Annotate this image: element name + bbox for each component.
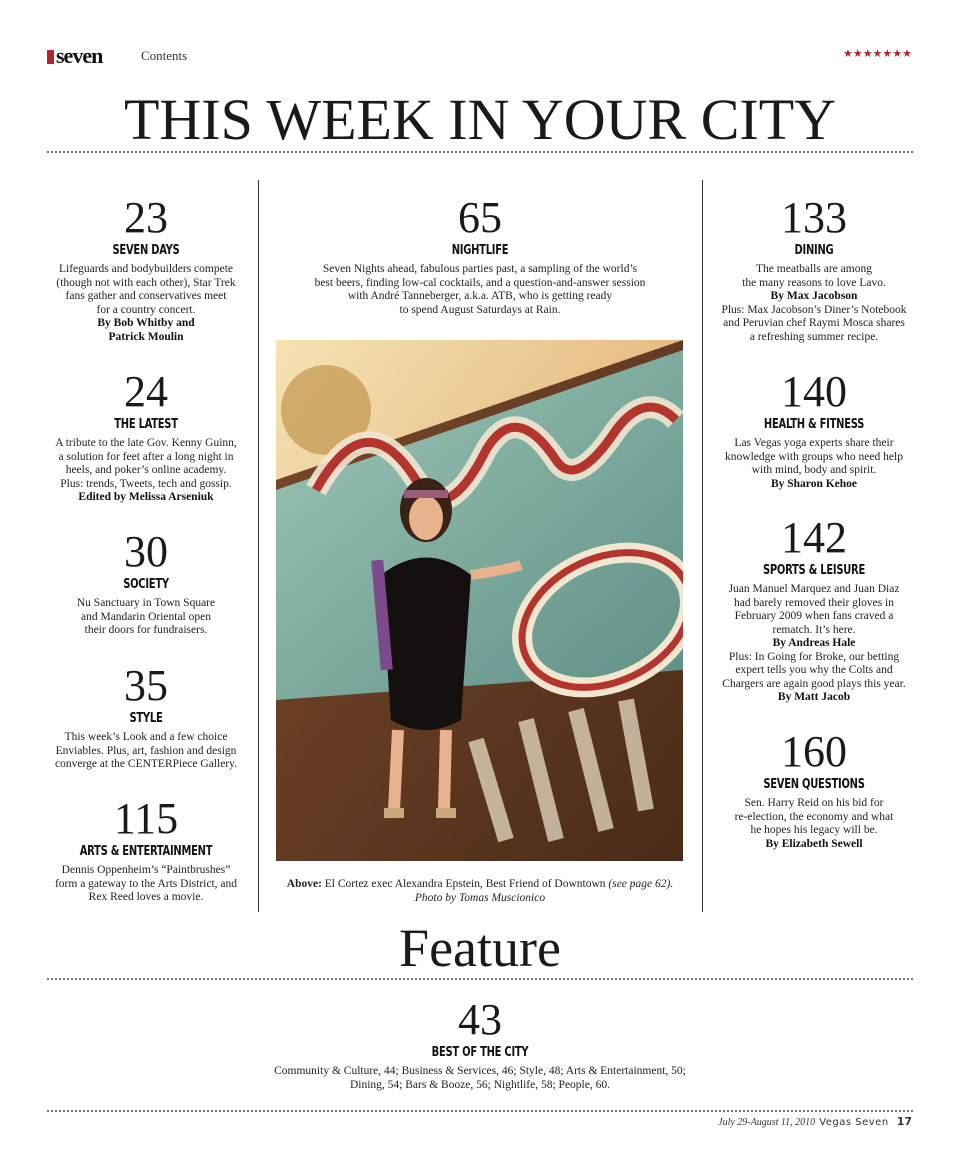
entry-extra: Plus: Max Jacobson’s Diner’s Notebook and Peruvian chef Raymi Mosca shares a refreshing summer recipe.: [721, 303, 907, 343]
page-number: 43: [458, 995, 502, 1044]
entry-heading: STYLE: [129, 711, 163, 726]
page-number: 142: [781, 513, 847, 562]
toc-entry-nightlife[interactable]: [264, 193, 696, 317]
toc-entry-health-fitness[interactable]: [708, 367, 920, 491]
entry-heading: THE LATEST: [114, 417, 178, 432]
entry-description: Las Vegas yoga experts share their knowledge with groups who need help with mind, body and spirit.: [725, 437, 903, 476]
entry-byline: By Elizabeth Sewell: [765, 837, 863, 850]
entry-description: A tribute to the late Gov. Kenny Guinn, a solution for feet after a long night in heels, and poker’s online academy. Plus: trends, Tweets, tech and gossip.: [55, 437, 237, 490]
brand-logo: [47, 43, 102, 69]
entry-heading: DINING: [794, 243, 834, 258]
entry-description: Juan Manuel Marquez and Juan Diaz had barely removed their gloves in February 2009 when fans craved a rematch. It’s here.: [728, 583, 900, 636]
page-number: 160: [781, 727, 847, 776]
entry-byline: By Sharon Kehoe: [770, 477, 858, 490]
page-number: 35: [124, 661, 168, 710]
brand-bar: [47, 50, 54, 64]
page-number: 30: [124, 527, 168, 576]
entry-heading: BEST OF THE CITY: [431, 1045, 529, 1060]
brand-name: seven: [56, 43, 103, 68]
toc-entry-style[interactable]: [40, 661, 252, 772]
toc-entry-seven-days[interactable]: [40, 193, 252, 344]
entry-description: Seven Nights ahead, fabulous parties past, a sampling of the world’s best beers, finding low-cal cocktails, and a question-and-answer session with André Tanneberger, a.k.a. ATB, who is getting ready to spend August Saturdays at Rain.: [314, 263, 646, 316]
magazine-name: Vegas Seven: [819, 1117, 889, 1128]
entry-byline: By Bob Whitby and Patrick Moulin: [97, 317, 195, 343]
page-number: 115: [113, 794, 179, 843]
toc-entry-the-latest[interactable]: [40, 367, 252, 505]
entry-heading: SEVEN DAYS: [112, 243, 180, 258]
entry-heading: SEVEN QUESTIONS: [763, 777, 865, 792]
toc-entry-arts-entertainment[interactable]: [40, 794, 252, 905]
toc-entry-sports-leisure[interactable]: [708, 513, 920, 705]
page-number-footer: 17: [896, 1115, 912, 1128]
feature-photo: [276, 340, 683, 861]
entry-description: Nu Sanctuary in Town Square and Mandarin Oriental open their doors for fundraisers.: [76, 597, 216, 636]
entry-description: Sen. Harry Reid on his bid for re-election, the economy and what he hopes his legacy will be.: [734, 797, 894, 836]
entry-description: Dennis Oppenheim’s “Paintbrushes” form a gateway to the Arts District, and Rex Reed loves a movie.: [54, 864, 238, 903]
page-number: 140: [781, 367, 847, 416]
feature-divider: [47, 978, 913, 980]
entry-heading: NIGHTLIFE: [451, 243, 509, 258]
entry-description: Lifeguards and bodybuilders compete (though not with each other), Star Trek fans gather and conservatives meet for a country concert.: [56, 263, 236, 316]
right-column-rule: [702, 180, 703, 912]
entry-byline: Edited by Melissa Arseniuk: [78, 491, 214, 503]
page-footer: [718, 1115, 912, 1128]
page-number: 133: [781, 193, 847, 242]
photo-credit: Photo by Tomas Muscionico: [414, 891, 546, 904]
page-number: 23: [124, 193, 168, 242]
title-divider: [47, 151, 913, 153]
section-label: Contents: [141, 48, 188, 63]
toc-entry-seven-questions[interactable]: [708, 727, 920, 851]
toc-entry-society[interactable]: [40, 527, 252, 638]
feature-title: Feature: [399, 918, 561, 978]
issue-date: July 29-August 11, 2010: [718, 1117, 816, 1128]
entry-description: This week’s Look and a few choice Enviables. Plus, art, fashion and design converge at the CENTERPiece Gallery.: [54, 731, 238, 770]
entry-description: Community & Culture, 44; Business & Services, 46; Style, 48; Arts & Entertainment, 50; Dining, 54; Bars & Booze, 56; Nightlife, 58; People, 60.: [274, 1065, 686, 1091]
page-number: 65: [458, 193, 502, 242]
entry-heading: SPORTS & LEISURE: [762, 563, 865, 578]
photo-caption: Above: El Cortez exec Alexandra Epstein, Best Friend of Downtown (see page 62). Photo by Tomas Muscionico: [286, 878, 674, 904]
entry-byline-2: By Matt Jacob: [777, 691, 851, 703]
entry-byline: By Max Jacobson: [770, 290, 858, 302]
footer-divider: [47, 1110, 913, 1112]
entry-heading: ARTS & ENTERTAINMENT: [79, 844, 213, 859]
entry-description: The meatballs are among the many reasons to love Lavo.: [742, 263, 886, 289]
toc-entry-best-of-the-city[interactable]: [180, 995, 780, 1092]
entry-byline: By Andreas Hale: [772, 637, 856, 649]
entry-heading: SOCIETY: [123, 577, 169, 592]
left-column-rule: [258, 180, 259, 912]
rating-stars-icon: ★★★★★★★: [842, 47, 912, 60]
entry-heading: HEALTH & FITNESS: [763, 417, 865, 432]
toc-entry-dining[interactable]: [708, 193, 920, 344]
page-title: THIS WEEK IN YOUR CITY: [123, 87, 837, 152]
entry-extra: Plus: In Going for Broke, our betting expert tells you why the Colts and Chargers are again good plays this year.: [722, 650, 906, 690]
page-number: 24: [124, 367, 168, 416]
